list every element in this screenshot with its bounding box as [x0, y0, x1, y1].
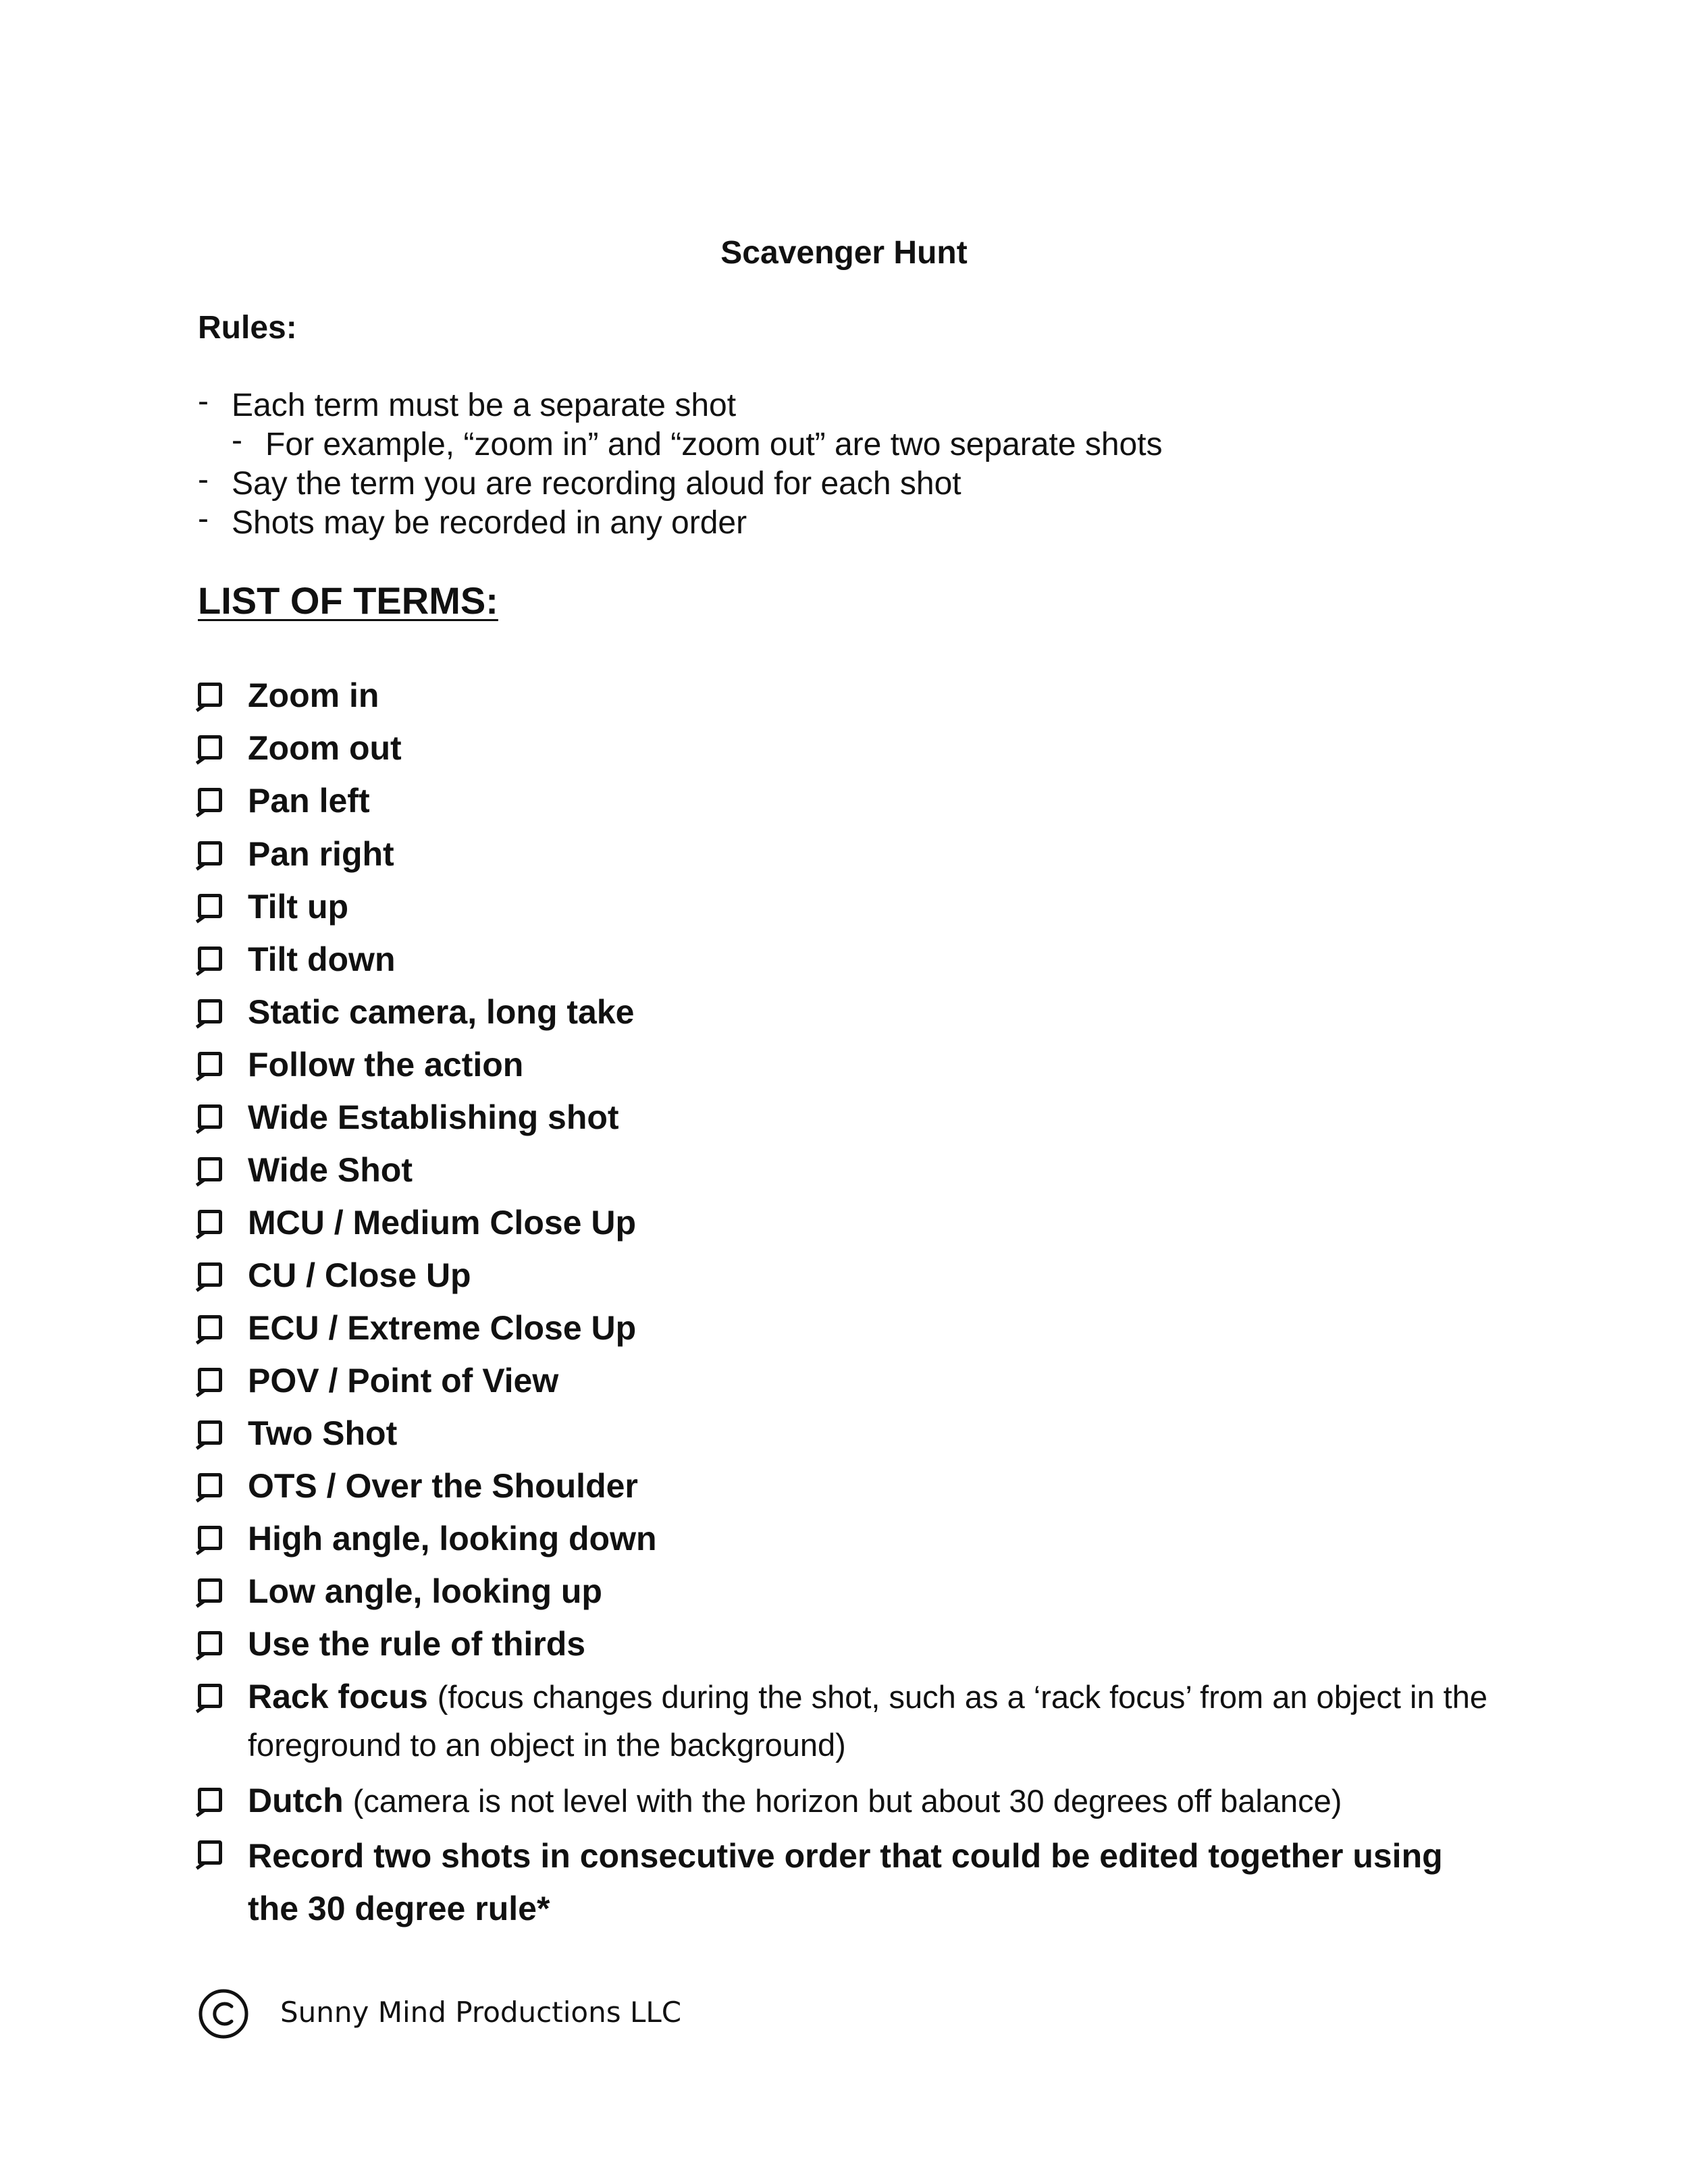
checkbox[interactable]	[198, 1315, 222, 1339]
checkbox[interactable]	[198, 1368, 222, 1392]
term-label: Two Shot	[248, 1414, 398, 1452]
rule-text: Shots may be recorded in any order	[232, 505, 747, 541]
term-note: (camera is not level with the horizon but about 30 degrees off balance)	[352, 1783, 1342, 1819]
checkbox[interactable]	[198, 1526, 222, 1550]
copyright-icon	[198, 1988, 249, 2040]
rules-heading: Rules:	[198, 310, 297, 346]
term-label: MCU / Medium Close Up	[248, 1204, 637, 1242]
term-label: POV / Point of View	[248, 1362, 559, 1400]
term-label: OTS / Over the Shoulder	[248, 1467, 638, 1505]
term-label: High angle, looking down	[248, 1520, 657, 1557]
dash-marker: -	[198, 501, 209, 537]
term-label: Rack focus	[248, 1678, 428, 1715]
checkbox[interactable]	[198, 947, 222, 971]
term-label: Use the rule of thirds	[248, 1625, 586, 1663]
rule-text: Say the term you are recording aloud for each shot	[232, 466, 961, 502]
dash-marker: -	[198, 383, 209, 419]
copyright-owner: Sunny Mind Productions LLC	[280, 1996, 682, 2029]
dash-marker: -	[232, 423, 242, 458]
checkbox[interactable]	[198, 1262, 222, 1287]
term-label: Wide Shot	[248, 1151, 413, 1189]
checkbox[interactable]	[198, 683, 222, 707]
term-label: Record two shots in consecutive order that could be edited together using the 30 degree rule*	[248, 1837, 1443, 1927]
term-label: Tilt down	[248, 940, 396, 978]
checkbox[interactable]	[198, 788, 222, 812]
term-label: Zoom in	[248, 676, 379, 714]
term-label: Pan left	[248, 782, 370, 820]
rule-text: For example, “zoom in” and “zoom out” are two separate shots	[265, 427, 1163, 462]
checkbox[interactable]	[198, 1631, 222, 1655]
term-label: Zoom out	[248, 729, 402, 767]
checkbox[interactable]	[198, 1210, 222, 1234]
checkbox[interactable]	[198, 735, 222, 760]
term-label: ECU / Extreme Close Up	[248, 1309, 637, 1347]
checkbox[interactable]	[198, 1578, 222, 1603]
checkbox[interactable]	[198, 1788, 222, 1812]
rule-text: Each term must be a separate shot	[232, 388, 737, 423]
term-label: Tilt up	[248, 888, 349, 926]
checkbox[interactable]	[198, 841, 222, 865]
footer	[198, 1988, 806, 2042]
checkbox[interactable]	[198, 1420, 222, 1445]
checkbox[interactable]	[198, 1157, 222, 1181]
checkbox[interactable]	[198, 999, 222, 1023]
term-note: (focus changes during the shot, such as a ‘rack focus’ from an object in the foreground to an object in the background)	[248, 1679, 1488, 1763]
checkbox[interactable]	[198, 1684, 222, 1708]
term-label: CU / Close Up	[248, 1256, 471, 1294]
checkbox[interactable]	[198, 894, 222, 918]
checkbox[interactable]	[198, 1104, 222, 1129]
checkbox[interactable]	[198, 1473, 222, 1497]
term-label: Static camera, long take	[248, 993, 635, 1031]
checkbox[interactable]	[198, 1052, 222, 1076]
term-label: Pan right	[248, 835, 394, 873]
term-label: Wide Establishing shot	[248, 1098, 619, 1136]
term-label: Follow the action	[248, 1046, 524, 1084]
term-label: Low angle, looking up	[248, 1572, 602, 1610]
list-of-terms-heading: LIST OF TERMS:	[198, 579, 498, 622]
dash-marker: -	[198, 462, 209, 498]
term-label: Dutch	[248, 1782, 344, 1819]
checkbox[interactable]	[198, 1840, 222, 1865]
page-title: Scavenger Hunt	[720, 235, 968, 271]
